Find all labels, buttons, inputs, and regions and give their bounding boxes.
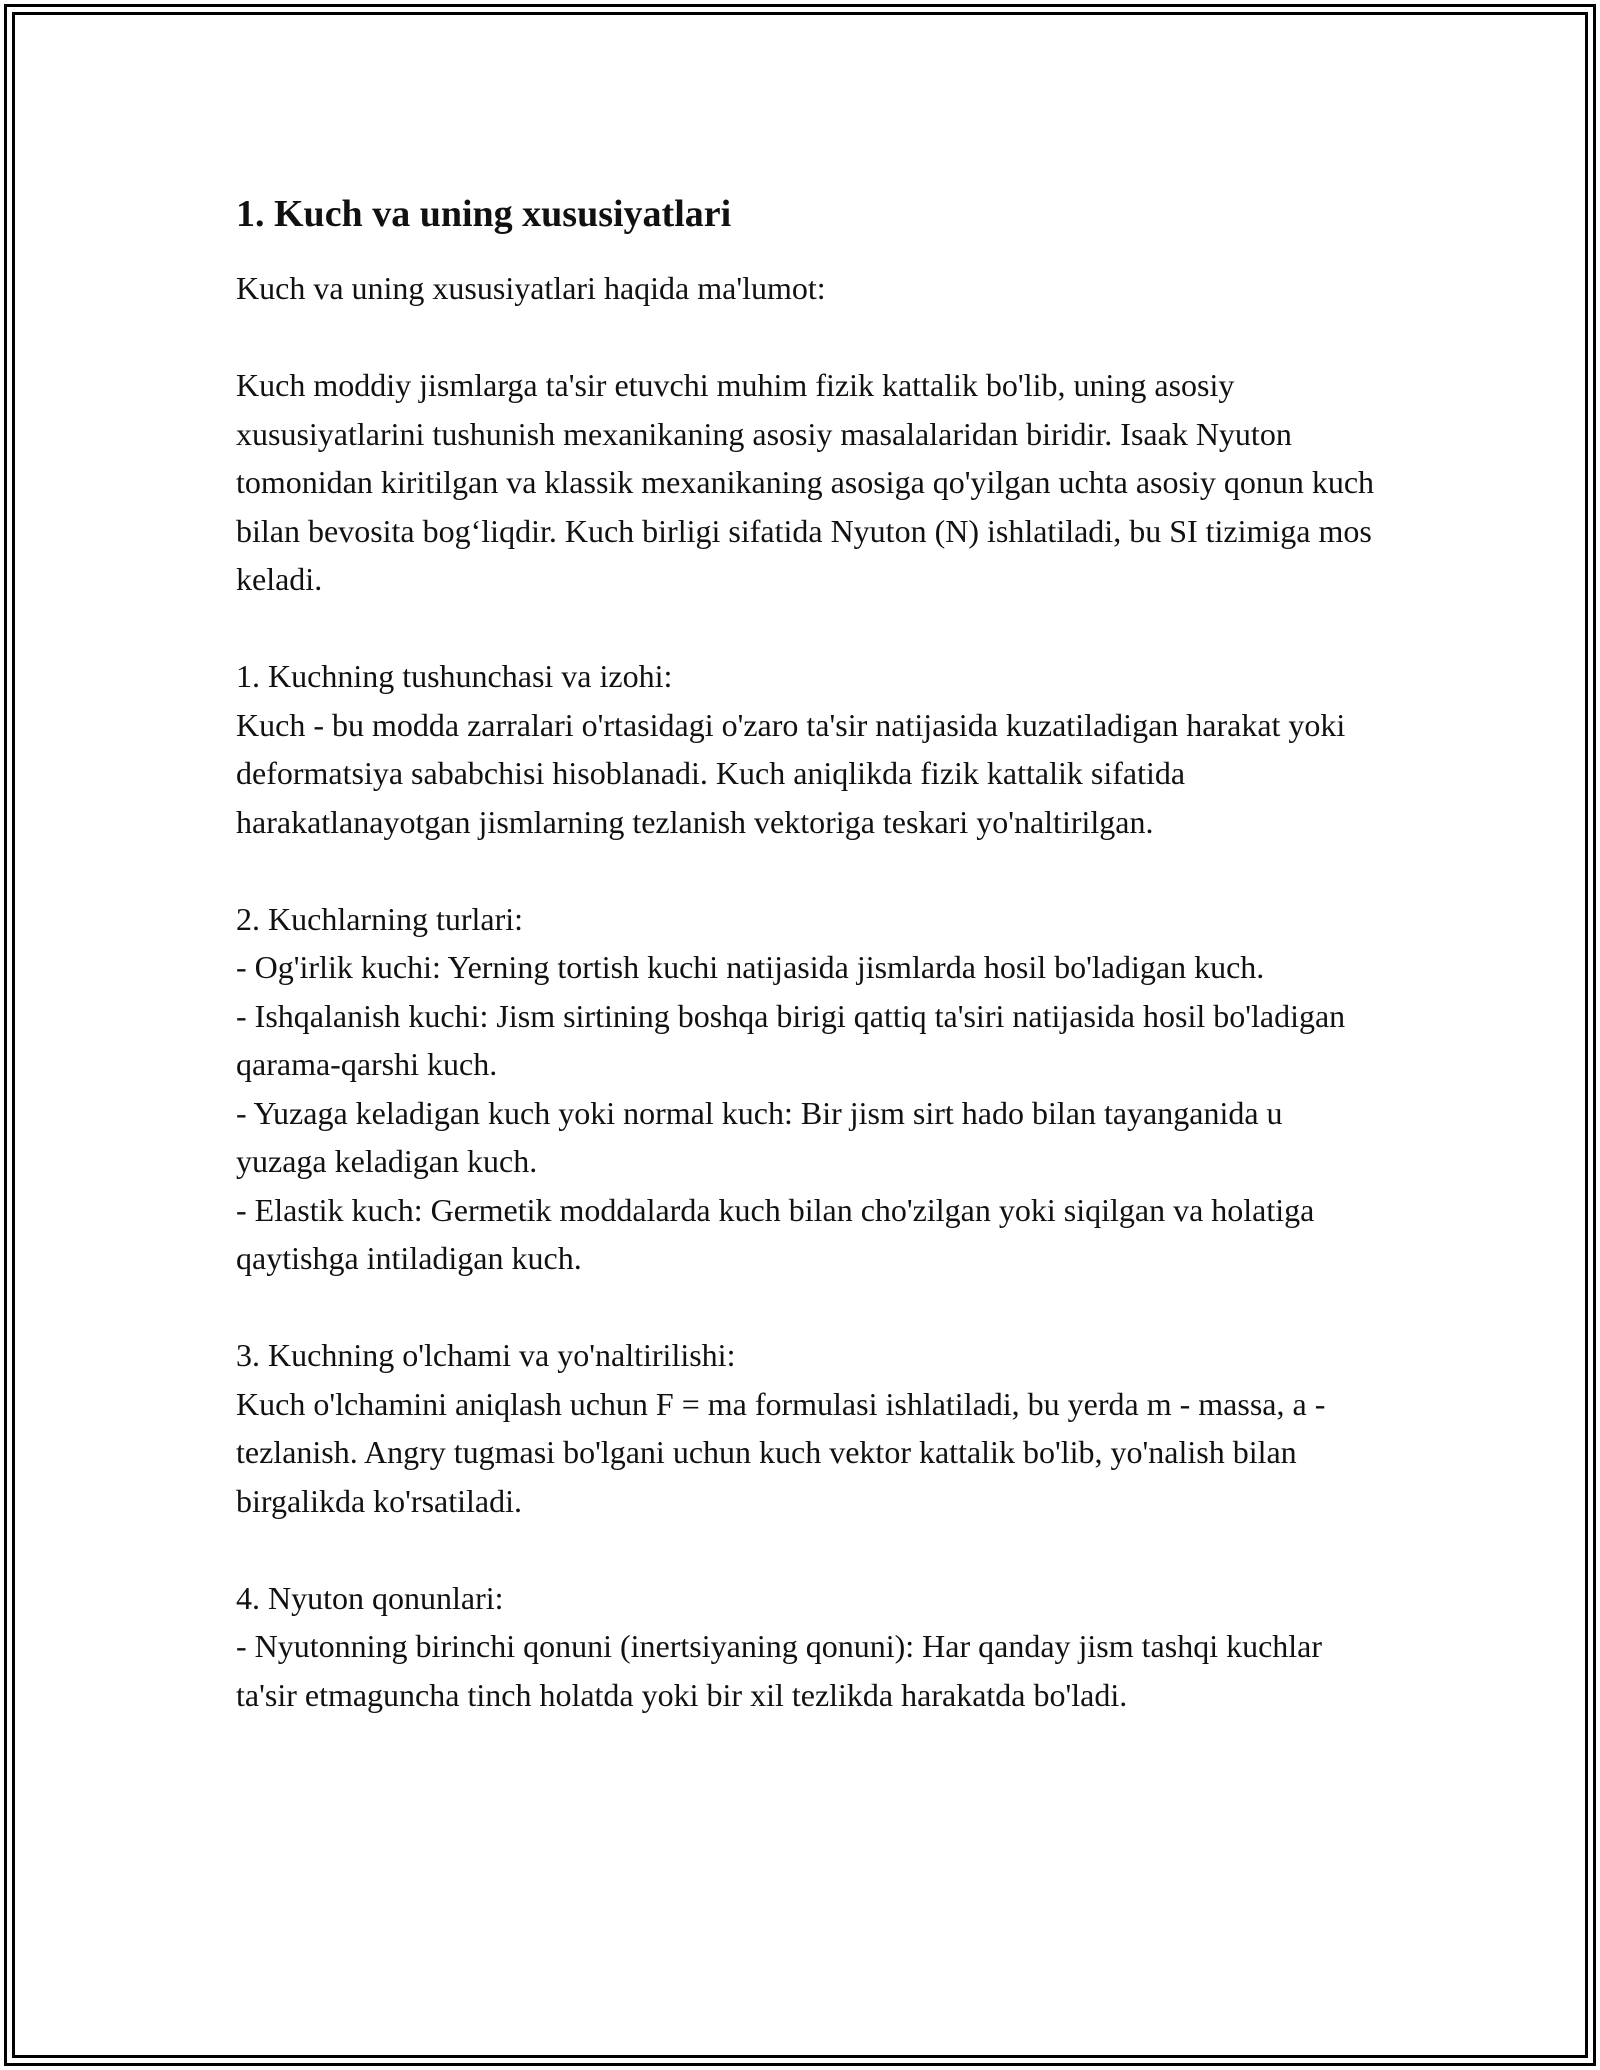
- list-item: - Ishqalanish kuchi: Jism sirtining boshqa birigi qattiq ta'siri natijasida hosil bo'ladigan qarama-qarshi kuch.: [236, 997, 1346, 1082]
- section-heading: 3. Kuchning o'lchami va yo'naltirilishi:: [236, 1337, 736, 1373]
- document-title: 1. Kuch va uning xususiyatlari: [236, 193, 732, 235]
- section-force-types: [236, 895, 1376, 1283]
- section-newton-laws: [236, 1574, 1376, 1720]
- section-concept: [236, 652, 1376, 846]
- intro-text: Kuch va uning xususiyatlari haqida ma'lumot:: [236, 270, 826, 306]
- list-item: - Elastik kuch: Germetik moddalarda kuch bilan cho'zilgan yoki siqilgan va holatiga qaytishga intiladigan kuch.: [236, 1191, 1315, 1276]
- list-item: - Nyutonning birinchi qonuni (inertsiyaning qonuni): Har qanday jism tashqi kuchlar ta'sir etmaguncha tinch holatda yoki bir xil tezlikda harakatda bo'ladi.: [236, 1628, 1323, 1713]
- section-heading: 4. Nyuton qonunlari:: [236, 1579, 504, 1616]
- section-heading: 2. Kuchlarning turlari:: [236, 900, 524, 937]
- section-text: Kuch - bu modda zarralari o'rtasidagi o'zaro ta'sir natijasida kuzatiladigan harakat yoki deformatsiya sababchisi hisoblanadi. Kuch aniqlikda fizik kattalik sifatida harakatlanayotgan jismlarning tezlanish vektoriga teskari yo'naltirilgan.: [236, 706, 1346, 840]
- document-body: [236, 186, 1376, 1719]
- list-item: - Yuzaga keladigan kuch yoki normal kuch: Bir jism sirt hado bilan tayanganida u yuzaga keladigan kuch.: [236, 1094, 1283, 1179]
- list-item: - Og'irlik kuchi: Yerning tortish kuchi natijasida jismlarda hosil bo'ladigan kuch.: [236, 949, 1265, 985]
- intro-paragraph: Kuch moddiy jismlarga ta'sir etuvchi muhim fizik kattalik bo'lib, uning asosiy xususiyatlarini tushunish mexanikaning asosiy masalalaridan biridir. Isaak Nyuton tomonidan kiritilgan va klassik mexanikaning asosiga qo'yilgan uchta asosiy qonun kuch bilan bevosita bog‘liqdir. Kuch birligi sifatida Nyuton (N) ishlatiladi, bu SI tizimiga mos keladi.: [236, 367, 1375, 597]
- section-text: Kuch o'lchamini aniqlash uchun F = ma formulasi ishlatiladi, bu yerda m - massa, a - tezlanish. Angry tugmasi bo'lgani uchun kuch vektor kattalik bo'lib, yo'nalish bilan birgalikda ko'rsatiladi.: [236, 1385, 1326, 1519]
- section-magnitude-direction: [236, 1331, 1376, 1525]
- section-heading: 1. Kuchning tushunchasi va izohi:: [236, 658, 673, 694]
